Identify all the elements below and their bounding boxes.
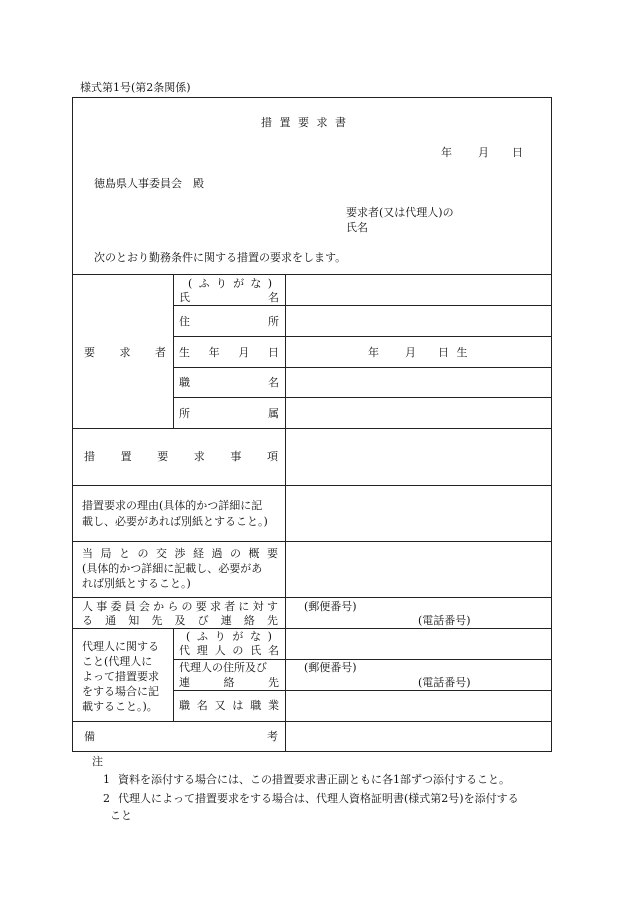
remarks-label: 備 考 (84, 730, 278, 743)
reason-label-line2: 載し、必要があれば別紙とすること。) (82, 515, 268, 528)
agent-group-label-line1: 代理人に関する (82, 640, 159, 653)
table-rule (72, 274, 552, 275)
table-rule (72, 721, 552, 722)
requester-group-label: 要 求 者 (84, 346, 166, 359)
table-rule (173, 336, 552, 337)
date-year: 年 (441, 146, 452, 159)
contact-label-line1: 人 事 委 員 会 か ら の 要 求 者 に 対 す (82, 600, 278, 613)
table-rule (173, 397, 552, 398)
intro-text: 次のとおり勤務条件に関する措置の要求をします。 (94, 251, 347, 264)
table-rule (72, 597, 552, 598)
requester-address-label: 住 所 (179, 315, 279, 328)
table-rule (173, 274, 174, 428)
agent-address-label-line2: 連 絡 先 (179, 676, 279, 689)
table-rule (72, 428, 552, 429)
table-rule (285, 274, 286, 752)
table-rule (72, 628, 552, 629)
note-1-text: 資料を添付する場合には、この措置要求書正副ともに各1部ずつ添付すること。 (118, 773, 510, 786)
agent-address-label-line1: 代理人の住所及び (179, 661, 267, 674)
agent-job-label: 職 名 又 は 職 業 (179, 699, 279, 712)
requester-furigana-label: ( ふ り が な ) (188, 277, 272, 290)
table-rule (173, 690, 552, 691)
birth-day: 日 生 (438, 346, 468, 359)
note-2-text-line1: 代理人によって措置要求をする場合は、代理人資格証明書(様式第2号)を添付する (118, 792, 519, 805)
contact-phone-label: (電話番号) (418, 614, 471, 627)
date-month: 月 (478, 146, 489, 159)
requester-label: 要求者(又は代理人)の (346, 206, 454, 219)
table-rule (72, 485, 552, 486)
agent-phone-label: (電話番号) (418, 676, 471, 689)
form-frame (72, 97, 552, 752)
contact-label-line2: る 通 知 先 及 び 連 絡 先 (82, 614, 278, 627)
notes-heading: 注 (92, 755, 103, 768)
date-day: 日 (512, 146, 523, 159)
table-rule (173, 367, 552, 368)
document-title: 措 置 要 求 書 (261, 116, 348, 129)
note-2-number: 2 (103, 792, 110, 805)
requested-matters-label: 措 置 要 求 事 項 (84, 450, 278, 463)
note-2-text-line2: こと (110, 809, 132, 822)
agent-group-label-line5: 載すること。)。 (82, 700, 158, 713)
agent-group-label-line4: をする場合に記 (82, 685, 159, 698)
table-rule (72, 541, 552, 542)
table-rule (173, 628, 174, 721)
contact-postal-label: (郵便番号) (304, 600, 357, 613)
agent-group-label-line3: よって措置要求 (82, 670, 159, 683)
note-1-number: 1 (103, 773, 110, 786)
agent-postal-label: (郵便番号) (304, 661, 357, 674)
negotiation-label-line2: (具体的かつ詳細に記載し、必要があ (82, 562, 263, 575)
requester-name-field-label: 氏 名 (179, 291, 279, 304)
addressee: 徳島県人事委員会 殿 (94, 177, 204, 190)
form-number: 様式第1号(第2条関係) (80, 81, 191, 94)
requester-name-label: 氏名 (346, 221, 368, 234)
table-rule (173, 305, 552, 306)
requester-affiliation-label: 所 属 (179, 407, 279, 420)
agent-name-label: 代 理 人 の 氏 名 (179, 644, 279, 657)
requester-job-label: 職 名 (179, 376, 279, 389)
agent-furigana-label: ( ふ り が な ) (186, 630, 272, 643)
table-rule (173, 659, 552, 660)
agent-group-label-line2: こと(代理人に (82, 655, 153, 668)
negotiation-label-line1: 当 局 と の 交 渉 経 過 の 概 要 (82, 547, 278, 560)
requester-birthdate-label: 生 年 月 日 (179, 346, 279, 359)
negotiation-label-line3: れば別紙とすること。) (82, 577, 191, 590)
birth-year: 年 (368, 346, 379, 359)
reason-label-line1: 措置要求の理由(具体的かつ詳細に記 (82, 499, 263, 512)
birth-month: 月 (405, 346, 416, 359)
